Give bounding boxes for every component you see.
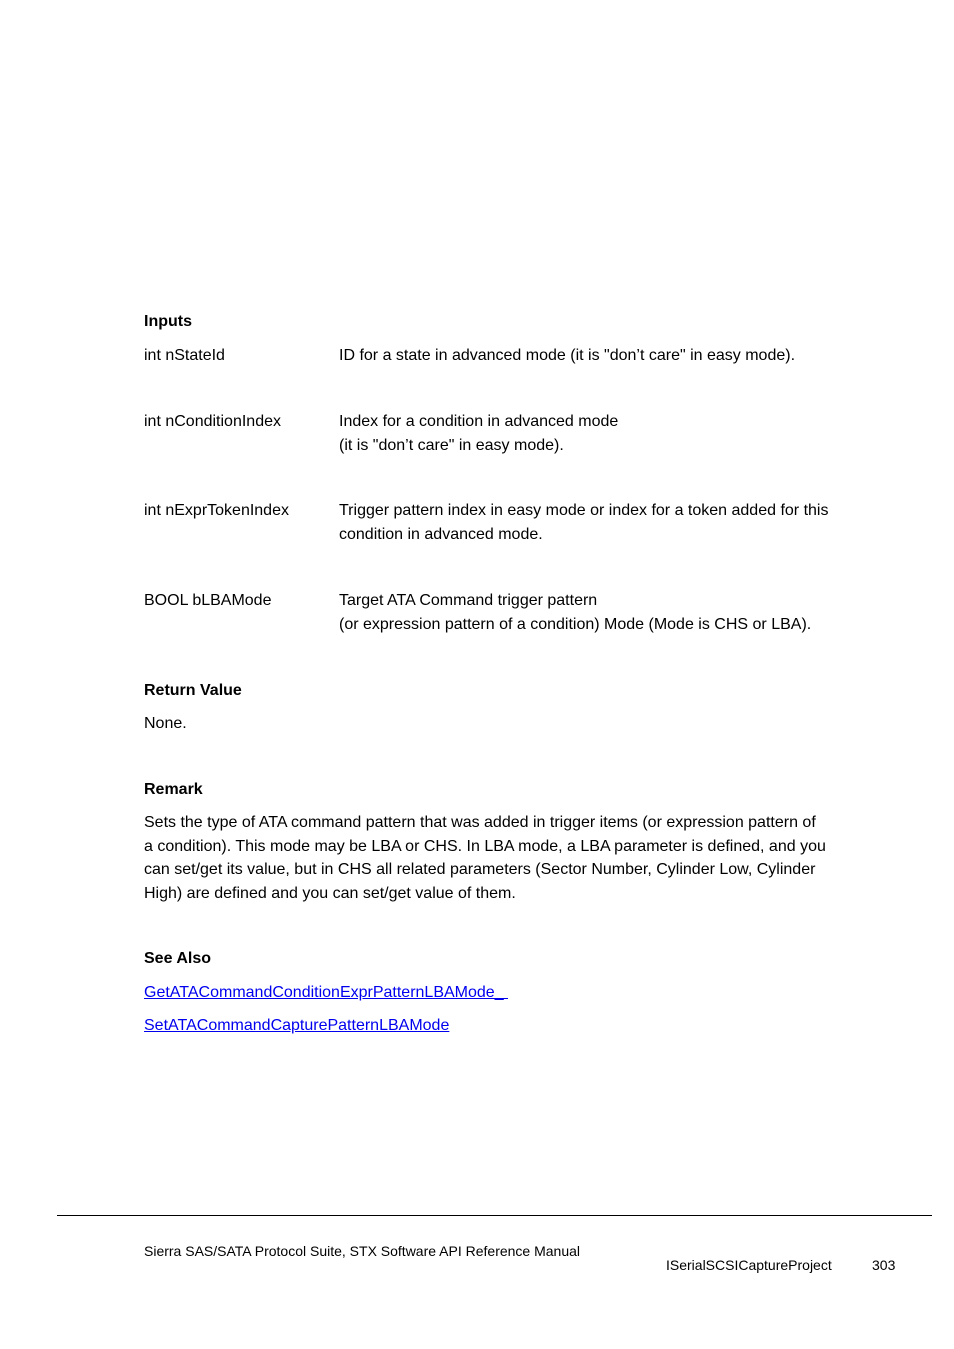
param-name-nstateid: int nStateId <box>144 347 225 364</box>
param-desc-blbamode <box>339 589 899 636</box>
param-name-nconditionindex: int nConditionIndex <box>144 413 281 430</box>
remark-line: High) are defined and you can set/get value of them. <box>144 884 516 902</box>
see-also-link-set-lba-mode[interactable]: SetATACommandCapturePatternLBAMode <box>144 1017 450 1034</box>
remark-line: Sets the type of ATA command pattern that was added in trigger items (or expression pattern of <box>144 814 816 831</box>
remark-line: a condition). This mode may be LBA or CHS. In LBA mode, a LBA parameter is defined, and you <box>144 837 826 855</box>
return-value-text: None. <box>144 715 187 732</box>
remark-line: can set/get its value, but in CHS all related parameters (Sector Number, Cylinder Low, Cylinder <box>144 861 816 878</box>
param-desc-line: Target ATA Command trigger pattern <box>339 592 598 609</box>
footer-section-name: ISerialSCSICaptureProject <box>666 1257 832 1273</box>
see-also-link-get-lba-mode[interactable]: GetATACommandConditionExprPatternLBAMode_ <box>144 984 509 1001</box>
see-also-heading: See Also <box>144 950 211 967</box>
param-desc-line: (it is "don’t care" in easy mode). <box>339 436 564 454</box>
param-desc-line: Index for a condition in advanced mode <box>339 413 619 430</box>
inputs-heading: Inputs <box>144 313 192 330</box>
param-desc-line: ID for a state in advanced mode (it is "don’t care" in easy mode). <box>339 347 796 364</box>
footer-page-number: 303 <box>872 1257 896 1273</box>
param-desc-nconditionindex <box>339 410 899 457</box>
remark-heading: Remark <box>144 781 203 798</box>
param-desc-line: (or expression pattern of a condition) Mode (Mode is CHS or LBA). <box>339 615 812 633</box>
param-name-blbamode: BOOL bLBAMode <box>144 592 272 609</box>
remark-text <box>144 811 900 905</box>
param-desc-line: Trigger pattern index in easy mode or index for a token added for this <box>339 502 829 519</box>
footer-divider <box>57 1215 932 1216</box>
param-name-nexprtokenindex: int nExprTokenIndex <box>144 502 289 519</box>
param-desc-nstateid <box>339 344 899 368</box>
footer-manual-title: Sierra SAS/SATA Protocol Suite, STX Software API Reference Manual <box>144 1243 581 1259</box>
param-desc-nexprtokenindex <box>339 499 899 546</box>
return-value-heading: Return Value <box>144 682 242 699</box>
param-desc-line: condition in advanced mode. <box>339 525 543 543</box>
